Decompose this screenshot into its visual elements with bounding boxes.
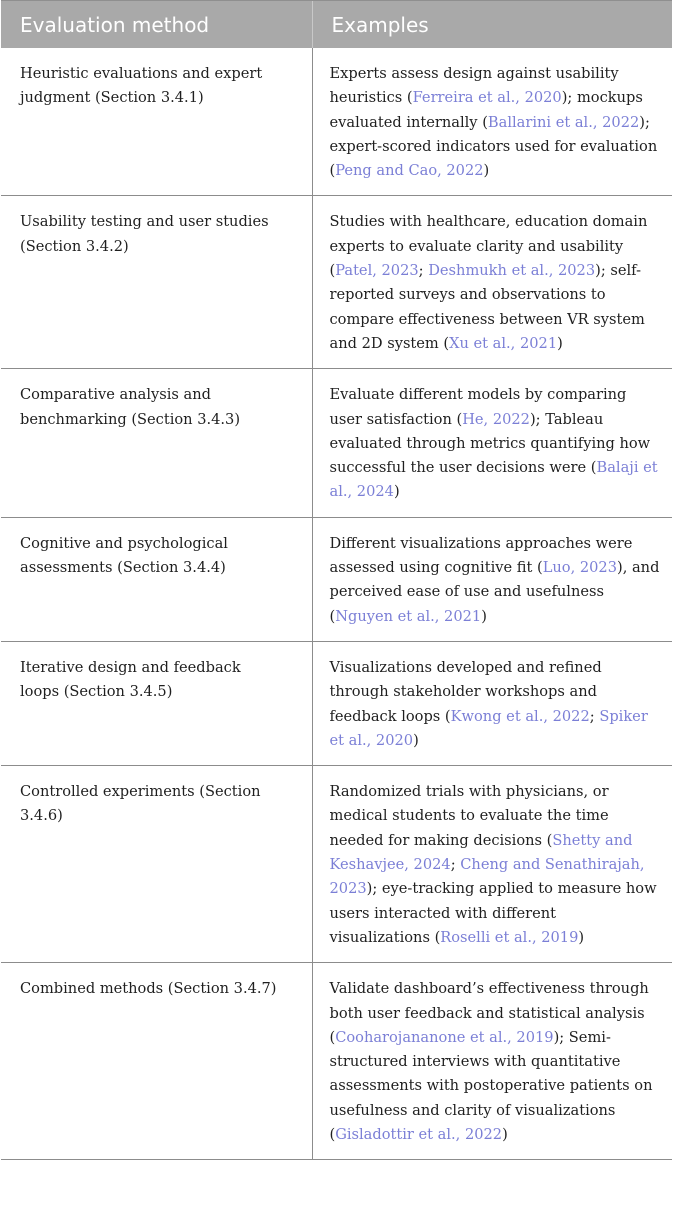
example-text: ); Semi-structured interviews with quantitative assessments with postoperative patients on usefulness and clarity of visualizations ( xyxy=(329,1028,653,1143)
example-text: Studies with healthcare, education domain experts to evaluate clarity and usability ( xyxy=(329,213,648,280)
example-text: ); Tableau evaluated through metrics quantifying how successful the user decisions were ( xyxy=(329,410,651,477)
evaluation-methods-table xyxy=(1,0,672,1160)
citation-link[interactable]: Roselli et al., 2019 xyxy=(440,928,579,946)
example-text: ; xyxy=(450,856,461,874)
example-text: Validate dashboard’s effectiveness through both user feedback and statistical analysis ( xyxy=(329,980,649,1046)
example-text: Experts assess design against usability heuristics ( xyxy=(329,65,619,107)
header-row xyxy=(1,1,672,49)
example-text: ; xyxy=(418,262,429,280)
examples-cell xyxy=(312,48,672,196)
table-row xyxy=(1,641,672,765)
citation-link[interactable]: Xu et al., 2021 xyxy=(449,334,558,352)
citation-link[interactable]: Shetty and Keshavjee, 2024 xyxy=(329,831,633,874)
example-text: ) xyxy=(502,1125,508,1143)
example-text: ), and perceived ease of use and usefulness ( xyxy=(329,559,660,625)
example-text: ); self-reported surveys and observations to compare effectiveness between VR system and 2D system ( xyxy=(329,262,645,352)
table-row xyxy=(1,196,672,369)
citation-link[interactable]: Gisladottir et al., 2022 xyxy=(335,1125,503,1143)
citation-link[interactable]: Cooharojananone et al., 2019 xyxy=(335,1028,554,1046)
example-text: ; xyxy=(589,707,600,725)
example-text: ); expert-scored indicators used for evaluation ( xyxy=(329,113,658,180)
example-text: ) xyxy=(578,928,585,946)
citation-link[interactable]: Nguyen et al., 2021 xyxy=(335,607,482,625)
citation-link[interactable]: Cheng and Senathirajah, 2023 xyxy=(329,856,645,898)
example-text: Evaluate different models by comparing user satisfaction ( xyxy=(329,386,627,428)
citation-link[interactable]: He, 2022 xyxy=(462,410,530,428)
example-text: Randomized trials with physicians, or medical students to evaluate the time needed for making decisions ( xyxy=(329,783,609,849)
table-row xyxy=(1,963,672,1160)
table-row xyxy=(1,766,672,963)
header-examples: Examples xyxy=(312,1,672,49)
citation-link[interactable]: Ferreira et al., 2020 xyxy=(412,89,562,107)
citation-link[interactable]: Peng and Cao, 2022 xyxy=(335,162,484,180)
method-cell: Heuristic evaluations and expert judgment (Section 3.4.1) xyxy=(1,48,312,196)
example-text: Visualizations developed and refined through stakeholder workshops and feedback loops ( xyxy=(329,658,602,725)
header-evaluation-method: Evaluation method xyxy=(1,1,312,49)
examples-cell xyxy=(312,766,672,963)
method-cell: Usability testing and user studies (Section 3.4.2) xyxy=(1,196,312,369)
citation-link[interactable]: Kwong et al., 2022 xyxy=(450,707,590,725)
citation-link[interactable]: Luo, 2023 xyxy=(542,559,617,577)
citation-link[interactable]: Patel, 2023 xyxy=(335,262,419,280)
example-text: ) xyxy=(413,731,419,749)
examples-cell xyxy=(312,641,672,765)
example-text: ) xyxy=(483,162,490,180)
method-cell: Combined methods (Section 3.4.7) xyxy=(1,963,312,1160)
method-cell: Cognitive and psychological assessments (Section 3.4.4) xyxy=(1,517,312,641)
table-row xyxy=(1,517,672,641)
citation-link[interactable]: Balaji et al., 2024 xyxy=(329,459,658,501)
examples-cell xyxy=(312,517,672,641)
example-text: ); mockups evaluated internally ( xyxy=(329,89,643,131)
citation-link[interactable]: Ballarini et al., 2022 xyxy=(487,113,640,131)
citation-link[interactable]: Spiker et al., 2020 xyxy=(329,707,648,749)
examples-cell xyxy=(312,196,672,369)
example-text: ); eye-tracking applied to measure how users interacted with different visualizations ( xyxy=(329,880,657,946)
method-cell: Iterative design and feedback loops (Section 3.4.5) xyxy=(1,641,312,765)
example-text: ) xyxy=(557,334,563,352)
example-text: ) xyxy=(393,483,400,501)
method-cell: Comparative analysis and benchmarking (Section 3.4.3) xyxy=(1,369,312,517)
table-row xyxy=(1,369,672,517)
examples-cell xyxy=(312,963,672,1160)
citation-link[interactable]: Deshmukh et al., 2023 xyxy=(428,262,596,280)
table-row xyxy=(1,48,672,196)
example-text: Different visualizations approaches were assessed using cognitive fit ( xyxy=(329,534,633,577)
examples-cell xyxy=(312,369,672,517)
example-text: ) xyxy=(481,607,487,625)
method-cell: Controlled experiments (Section 3.4.6) xyxy=(1,766,312,963)
